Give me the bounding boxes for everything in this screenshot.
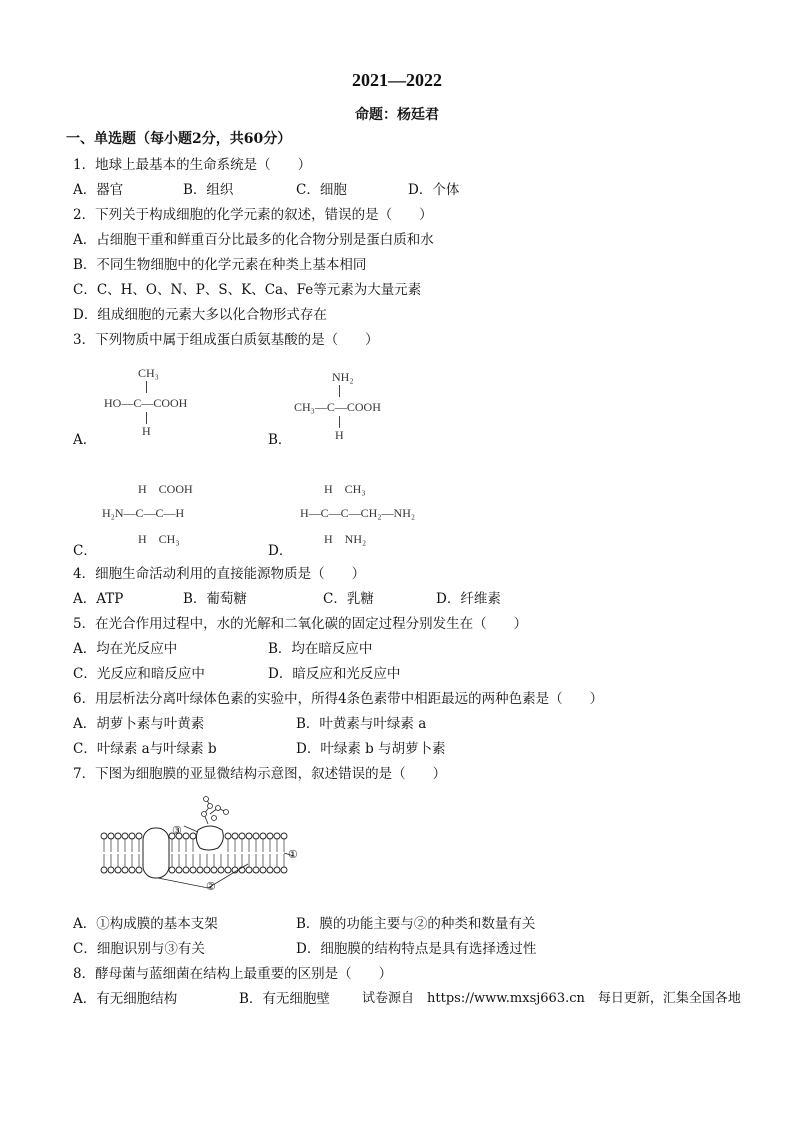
q4-option-d: D．纤维素: [436, 591, 501, 607]
formula-a-main: HO—C—COOH: [104, 396, 188, 410]
q5-option-d: D．暗反应和光反应中: [268, 666, 401, 682]
bond-line: [339, 385, 340, 397]
page-title: 2021—2022: [352, 70, 442, 90]
q6-option-d: D．叶绿素 b 与胡萝卜素: [296, 741, 446, 757]
pointer-line-3: [184, 826, 198, 832]
label-1: ①: [288, 848, 298, 861]
formula-c-main: H₂N—C—C—H: [102, 506, 185, 520]
section-heading: 一、单选题（每小题2分，共60分）: [66, 131, 292, 147]
formula-d-bottom: H NH₂: [324, 532, 367, 546]
formula-c-top: H COOH: [138, 482, 193, 496]
cell-membrane-diagram: [98, 796, 308, 896]
q1-option-d: D．个体: [408, 182, 460, 198]
q3-option-a: A．: [73, 432, 97, 448]
q7-option-d: D．细胞膜的结构特点是具有选择透过性: [296, 941, 537, 957]
q8-option-a: A．有无细胞结构: [73, 991, 178, 1007]
bond-line: [146, 412, 147, 424]
q1-stem: 1．地球上最基本的生命系统是（ ）: [73, 157, 312, 173]
q6-option-a: A．胡萝卜素与叶黄素: [73, 716, 205, 732]
formula-d-main: H—C—C—CH₂—NH₂: [300, 506, 416, 520]
q2-option-d: D．组成细胞的元素大多以化合物形式存在: [73, 307, 327, 323]
transmembrane-protein: [143, 828, 169, 878]
formula-b-top: NH₂: [332, 370, 354, 384]
lower-phospholipid-heads: [101, 867, 287, 873]
formula-c-bottom: H CH₃: [138, 532, 180, 546]
source-watermark: 试卷源自 https://www.mxsj663.cn 每日更新，汇集全国各地: [362, 991, 741, 1006]
bond-line: [146, 381, 147, 393]
formula-a-top: CH₃: [138, 366, 159, 380]
q7-option-b: B．膜的功能主要与②的种类和数量有关: [296, 916, 536, 932]
q7-option-a: A．①构成膜的基本支架: [73, 916, 218, 932]
q8-stem: 8．酵母菌与蓝细菌在结构上最重要的区别是（ ）: [73, 966, 393, 982]
q6-stem: 6．用层析法分离叶绿体色素的实验中，所得4条色素带中相距最远的两种色素是（ ）: [73, 691, 604, 707]
author-line: 命题：杨廷君: [355, 107, 439, 123]
membrane-svg: [98, 796, 308, 896]
q2-option-a: A．占细胞干重和鲜重百分比最多的化合物分别是蛋白质和水: [73, 232, 434, 248]
q1-option-a: A．器官: [73, 182, 124, 198]
q4-option-b: B．葡萄糖: [183, 591, 247, 607]
phospholipid-tails: [104, 839, 284, 867]
bond-line: [339, 416, 340, 428]
q2-option-b: B．不同生物细胞中的化学元素在种类上基本相同: [73, 257, 367, 273]
surface-protein: [196, 826, 223, 850]
q5-option-c: C．光反应和暗反应中: [73, 666, 205, 682]
formula-b-main: CH₃—C—COOH: [294, 400, 381, 414]
q4-option-a: A．ATP: [73, 591, 124, 607]
q2-option-c: C．C、H、O、N、P、S、K、Ca、Fe等元素为大量元素: [73, 282, 422, 298]
upper-phospholipid-heads: [101, 833, 287, 839]
label-2: ②: [206, 880, 216, 893]
q6-option-c: C．叶绿素 a与叶绿素 b: [73, 741, 217, 757]
q7-option-c: C．细胞识别与③有关: [73, 941, 205, 957]
formula-a-bottom: H: [142, 424, 151, 438]
q6-option-b: B．叶黄素与叶绿素 a: [296, 716, 427, 732]
q2-stem: 2．下列关于构成细胞的化学元素的叙述，错误的是（ ）: [73, 207, 433, 223]
q7-stem: 7．下图为细胞膜的亚显微结构示意图，叙述错误的是（ ）: [73, 766, 447, 782]
q1-option-b: B．组织: [183, 182, 234, 198]
q5-option-b: B．均在暗反应中: [268, 641, 373, 657]
q3-option-c: C．: [73, 543, 97, 559]
q8-option-b: B．有无细胞壁: [239, 991, 330, 1007]
formula-b-bottom: H: [335, 428, 344, 442]
q4-option-c: C．乳糖: [323, 591, 374, 607]
label-3: ③: [172, 824, 182, 837]
formula-d-top: H CH₃: [324, 482, 366, 496]
q4-stem: 4．细胞生命活动利用的直接能源物质是（ ）: [73, 566, 366, 582]
q3-stem: 3．下列物质中属于组成蛋白质氨基酸的是（ ）: [73, 332, 379, 348]
q3-option-b: B．: [268, 432, 292, 448]
q5-option-a: A．均在光反应中: [73, 641, 178, 657]
q5-stem: 5．在光合作用过程中，水的光解和二氧化碳的固定过程分别发生在（ ）: [73, 616, 528, 632]
q1-option-c: C．细胞: [296, 182, 347, 198]
q3-option-d: D．: [268, 543, 293, 559]
glycoprotein-chain: [202, 797, 229, 825]
